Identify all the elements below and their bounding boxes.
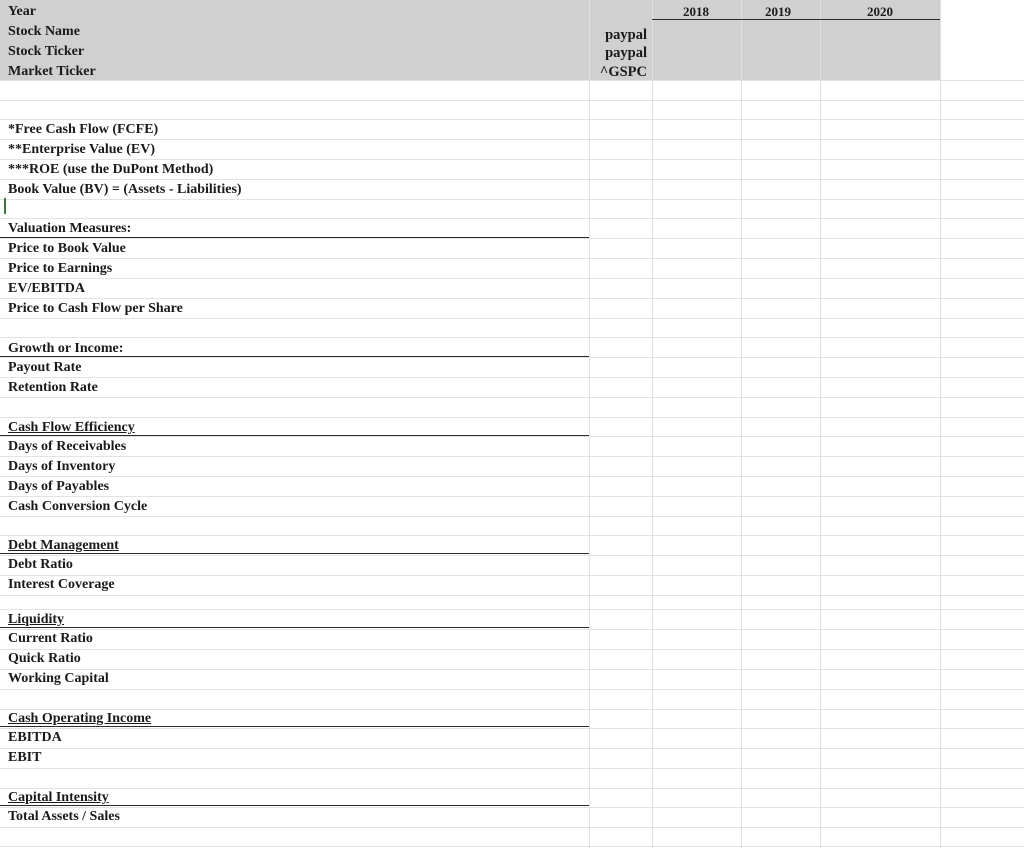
row-gridline bbox=[0, 80, 1024, 81]
row-ebit: EBIT bbox=[8, 750, 42, 765]
stock-name-value[interactable]: paypal bbox=[605, 27, 647, 43]
section-border bbox=[0, 726, 589, 727]
row-gridline bbox=[0, 649, 1024, 650]
row-gridline bbox=[0, 629, 1024, 630]
row-gridline bbox=[0, 807, 1024, 808]
section-title-liquidity: Liquidity bbox=[8, 612, 65, 627]
note-roe: ***ROE (use the DuPont Method) bbox=[8, 162, 214, 177]
section-title-capital-intensity: Capital Intensity bbox=[8, 790, 109, 805]
row-gridline bbox=[0, 609, 1024, 610]
row-gridline bbox=[0, 238, 1024, 239]
year-label: Year bbox=[8, 4, 36, 19]
row-current-ratio: Current Ratio bbox=[8, 631, 93, 646]
row-gridline bbox=[0, 100, 1024, 101]
note-ev: **Enterprise Value (EV) bbox=[8, 142, 155, 157]
row-gridline bbox=[0, 709, 1024, 710]
row-gridline bbox=[0, 768, 1024, 769]
stock-ticker-label: Stock Ticker bbox=[8, 44, 85, 59]
column-divider bbox=[741, 0, 742, 848]
section-title-growth: Growth or Income: bbox=[8, 341, 124, 356]
row-days-of-payables: Days of Payables bbox=[8, 479, 110, 494]
row-ev-ebitda: EV/EBITDA bbox=[8, 281, 86, 296]
row-cash-conversion-cycle: Cash Conversion Cycle bbox=[8, 499, 148, 514]
row-gridline bbox=[0, 357, 1024, 358]
row-days-of-receivables: Days of Receivables bbox=[8, 439, 127, 454]
row-gridline bbox=[0, 456, 1024, 457]
row-gridline bbox=[0, 827, 1024, 828]
row-gridline bbox=[0, 595, 1024, 596]
row-gridline bbox=[0, 199, 1024, 200]
section-border bbox=[0, 627, 589, 628]
row-gridline bbox=[0, 436, 1024, 437]
section-title-valuation: Valuation Measures: bbox=[8, 221, 132, 236]
row-gridline bbox=[0, 788, 1024, 789]
row-debt-ratio: Debt Ratio bbox=[8, 557, 73, 572]
note-fcfe: *Free Cash Flow (FCFE) bbox=[8, 122, 159, 137]
row-gridline bbox=[0, 218, 1024, 219]
row-days-of-inventory: Days of Inventory bbox=[8, 459, 116, 474]
stock-ticker-value[interactable]: paypal bbox=[605, 45, 647, 61]
section-border bbox=[0, 237, 589, 238]
row-gridline bbox=[0, 689, 1024, 690]
row-price-to-book: Price to Book Value bbox=[8, 241, 126, 256]
row-gridline bbox=[0, 397, 1024, 398]
row-payout-rate: Payout Rate bbox=[8, 360, 82, 375]
row-gridline bbox=[0, 669, 1024, 670]
row-gridline bbox=[0, 278, 1024, 279]
column-divider bbox=[652, 0, 653, 848]
row-price-to-cash-flow: Price to Cash Flow per Share bbox=[8, 301, 183, 316]
row-interest-coverage: Interest Coverage bbox=[8, 577, 115, 592]
row-price-to-earnings: Price to Earnings bbox=[8, 261, 113, 276]
row-gridline bbox=[0, 846, 1024, 847]
note-book-value: Book Value (BV) = (Assets - Liabilities) bbox=[8, 182, 242, 197]
row-ebitda: EBITDA bbox=[8, 730, 62, 745]
market-ticker-value[interactable]: ^GSPC bbox=[599, 64, 647, 80]
section-border bbox=[0, 356, 589, 357]
row-gridline bbox=[0, 476, 1024, 477]
section-title-debt-management: Debt Management bbox=[8, 538, 119, 553]
row-gridline bbox=[0, 555, 1024, 556]
row-gridline bbox=[0, 575, 1024, 576]
column-divider bbox=[940, 0, 941, 848]
row-total-assets-sales: Total Assets / Sales bbox=[8, 809, 120, 824]
row-gridline bbox=[0, 337, 1024, 338]
row-gridline bbox=[0, 535, 1024, 536]
row-gridline bbox=[0, 377, 1024, 378]
row-working-capital: Working Capital bbox=[8, 671, 109, 686]
row-gridline bbox=[0, 728, 1024, 729]
year-2018[interactable]: 2018 bbox=[683, 4, 709, 19]
year-underline bbox=[652, 19, 940, 20]
section-border bbox=[0, 553, 589, 554]
row-gridline bbox=[0, 417, 1024, 418]
column-divider bbox=[820, 0, 821, 848]
row-quick-ratio: Quick Ratio bbox=[8, 651, 81, 666]
section-title-cash-operating-income: Cash Operating Income bbox=[8, 711, 152, 726]
market-ticker-label: Market Ticker bbox=[8, 64, 96, 79]
row-gridline bbox=[0, 496, 1024, 497]
section-border bbox=[0, 435, 589, 436]
row-gridline bbox=[0, 516, 1024, 517]
active-cell-marker bbox=[4, 198, 6, 214]
row-gridline bbox=[0, 318, 1024, 319]
row-gridline bbox=[0, 258, 1024, 259]
column-divider bbox=[589, 0, 590, 848]
section-title-cash-flow-efficiency: Cash Flow Efficiency bbox=[8, 420, 135, 435]
year-2019[interactable]: 2019 bbox=[765, 4, 791, 19]
stock-name-label: Stock Name bbox=[8, 24, 80, 39]
row-retention-rate: Retention Rate bbox=[8, 380, 98, 395]
year-2020[interactable]: 2020 bbox=[867, 4, 893, 19]
row-gridline bbox=[0, 748, 1024, 749]
section-border bbox=[0, 805, 589, 806]
